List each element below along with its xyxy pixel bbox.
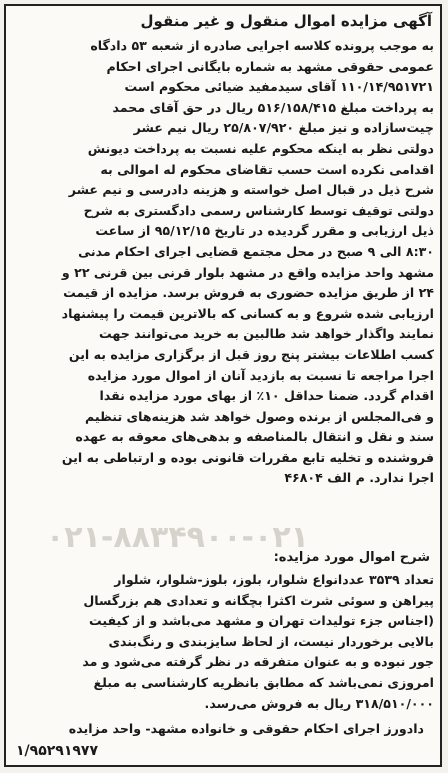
phone-watermark: ۰۲۱-۸۸۳۴۹۰۰-۰۲۱ bbox=[46, 520, 309, 555]
body-line: چیت‌سازاده و نیز مبلغ ۲۵/۸۰۷/۹۲۰ ریال نیم عشر bbox=[133, 120, 434, 136]
items-line: (اجناس جزء تولیدات تهران و مشهد می‌باشد و از کیفیت bbox=[89, 613, 434, 629]
body-line: به موجب پرونده کلاسه اجرایی صادره از شعبه ۵۳ دادگاه bbox=[90, 38, 434, 53]
body-line: عمومی حقوقی مشهد به شماره بایگانی اجرای احکام bbox=[106, 58, 434, 74]
body-line: ۲۴ از طریق مزایده حضوری به فروش برسد. مزایده از قیمت bbox=[63, 285, 434, 301]
body-line: دولتی نظر به اینکه محکوم علیه نسبت به پرداخت دیونش bbox=[87, 140, 434, 156]
body-line: ارزیابی شده شروع و به کسانی که بالاترین قیمت را پیشنهاد bbox=[61, 305, 434, 321]
body-line: ۸:۳۰ الی ۹ صبح در محل مجتمع قضایی اجرای احکام مدنی bbox=[78, 243, 434, 259]
items-line: تعداد ۳۵۳۹ عددانواع شلوار، بلوز، بلوز-شلوار، شلوار bbox=[114, 572, 434, 587]
items-line: بالایی برخوردار نیست، از لحاظ سایزبندی و رنگ‌بندی bbox=[108, 633, 434, 649]
body-line: ذیل ارزیابی و مقرر گردیده در تاریخ ۹۵/۱۲/۱۵ از ساعت bbox=[95, 223, 434, 239]
body-line: و فی‌المجلس از برنده وصول خواهد شد هزینه‌های تنظیم bbox=[85, 408, 434, 424]
items-line: امروزی نمی‌باشد که مطابق بانظریه کارشناسی به مبلغ bbox=[93, 674, 434, 690]
notice-title: آگهی مزایده اموال منقول و غیر منقول bbox=[140, 12, 432, 30]
body-line: سند و نقل و انتقال بالمناصفه و بدهی‌های معوقه به عهده bbox=[75, 429, 434, 445]
body-line: اجرا مراجعه تا نسبت به بازدید آنان از اموال مورد مزایده bbox=[87, 367, 434, 383]
body-line: فروشنده و تخلیه تابع مقررات قانونی بوده و ارتباطی به این bbox=[61, 449, 434, 465]
body-line: مشهد واحد مزایده واقع در مشهد بلوار قرنی بین قرنی ۲۲ و bbox=[61, 264, 434, 280]
body-line: کسب اطلاعات بیشتر پنج روز قبل از برگزاری مزایده به این bbox=[68, 346, 434, 362]
body-line: اقدامی نکرده است حسب تقاضای محکوم له اموالی به bbox=[100, 161, 434, 177]
body-line: اجرا ندارد. م الف ۴۶۸۰۴ bbox=[284, 470, 434, 486]
notice-body bbox=[12, 36, 434, 489]
reference-number: ۱/۹۵۲۹۱۹۷۷ bbox=[16, 743, 99, 759]
body-line: اقدام گردد. ضمنا حداقل ۱۰٪ از بهای مورد مزایده نقدا bbox=[99, 388, 434, 404]
body-line: ۱۱۰/۱۴/۹۵۱۷۲۱ آقای سیدمفید ضیائی محکوم است bbox=[124, 79, 434, 95]
items-line: ۳۱۸/۵۱۰/۰۰۰ ریال به فروش می‌رسد. bbox=[204, 695, 434, 711]
body-line: دولتی توقیف توسط کارشناس رسمی دادگستری به شرح bbox=[83, 202, 434, 218]
body-line: به پرداخت مبلغ ۵۱۶/۱۵۸/۴۱۵ ریال در حق آقای محمد bbox=[112, 99, 434, 115]
items-description bbox=[12, 570, 434, 714]
body-line: نمایند واگذار خواهد شد طالبین به خرید می‌توانند جهت bbox=[99, 326, 434, 342]
items-line: جور نبوده و به عنوان متفرقه در نظر گرفته می‌شود و مد bbox=[82, 654, 434, 670]
items-heading: شرح اموال مورد مزایده: bbox=[273, 550, 430, 565]
notice-frame bbox=[4, 4, 442, 767]
items-line: پیراهن و سوئی شرت اکثرا بچگانه و تعدادی هم بزرگسال bbox=[83, 592, 434, 608]
body-line: شرح ذیل در قبال اصل خواسته و هزینه دادرسی و نیم عشر bbox=[68, 182, 434, 198]
signature: دادورز اجرای احکام حقوقی و خانواده مشهد- واحد مزایده bbox=[68, 721, 424, 736]
